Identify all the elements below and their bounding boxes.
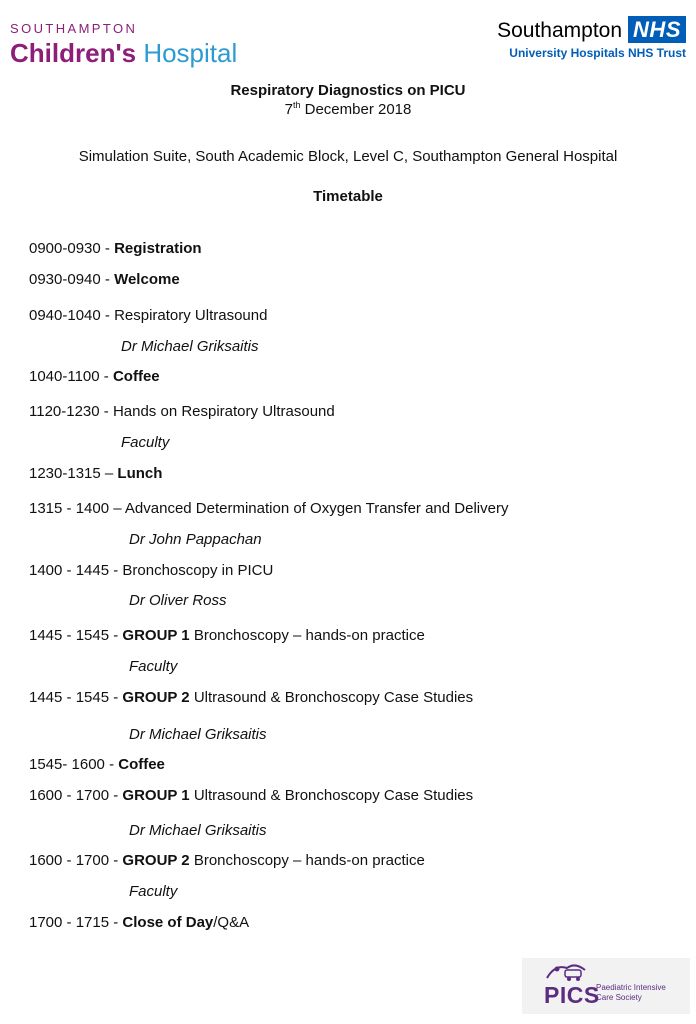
speaker: Dr John Pappachan <box>129 531 262 548</box>
timetable-row <box>29 239 202 259</box>
row-rest: Bronchoscopy – hands-on practice <box>189 627 425 644</box>
pics-logo <box>522 958 690 1014</box>
row-bold: GROUP 1 <box>122 627 190 644</box>
row-time: 1600 - 1700 - <box>29 852 123 869</box>
row-time: 1700 - 1715 - <box>29 914 123 931</box>
speaker: Faculty <box>121 434 170 451</box>
timetable-row <box>29 561 273 581</box>
speaker: Faculty <box>129 658 178 675</box>
row-time: 1120-1230 - Hands on Respiratory Ultrasound <box>29 403 335 420</box>
logo-childrens-hospital <box>10 38 250 68</box>
timetable-row <box>29 464 162 484</box>
venue: Simulation Suite, South Academic Block, Level C, Southampton General Hospital <box>78 148 618 165</box>
row-time: 1230-1315 – <box>29 465 118 482</box>
timetable-row <box>29 786 473 806</box>
timetable-row <box>29 626 425 646</box>
logo-southampton: Southampton <box>497 19 623 42</box>
timetable-row <box>29 755 165 775</box>
row-time: 1445 - 1545 - <box>29 627 123 644</box>
nhs-badge: NHS <box>628 16 686 43</box>
row-bold: Registration <box>114 240 202 257</box>
speaker: Faculty <box>129 883 178 900</box>
childrens-hospital-logo <box>10 22 250 68</box>
timetable-row <box>29 270 180 290</box>
timetable-heading: Timetable <box>313 188 383 205</box>
logo-hospital: Hospital <box>136 38 238 68</box>
row-bold: Close of Day <box>122 914 214 931</box>
row-time: 1315 - 1400 – Advanced Determination of Oxygen Transfer and Delivery <box>29 500 509 517</box>
row-rest: Ultrasound & Bronchoscopy Case Studies <box>189 689 474 706</box>
nhs-logo-row <box>497 16 686 43</box>
row-time: 0930-0940 - <box>29 271 115 288</box>
row-rest: Bronchoscopy – hands-on practice <box>189 852 425 869</box>
pics-emblem-icon <box>545 960 591 982</box>
row-bold: GROUP 2 <box>122 689 190 706</box>
speaker: Dr Oliver Ross <box>129 592 227 609</box>
date-suffix: th <box>292 100 301 110</box>
row-bold: Lunch <box>117 465 163 482</box>
row-rest: /Q&A <box>213 914 250 931</box>
row-bold: GROUP 2 <box>122 852 190 869</box>
nhs-trust-logo <box>497 16 686 60</box>
speaker: Dr Michael Griksaitis <box>129 822 267 839</box>
logo-childrens: Children's <box>10 38 137 68</box>
row-bold: Welcome <box>114 271 180 288</box>
row-time: 1600 - 1700 - <box>29 787 123 804</box>
row-time: 0940-1040 - Respiratory Ultrasound <box>29 307 268 324</box>
row-bold: Coffee <box>112 368 160 385</box>
row-bold: Coffee <box>118 756 165 773</box>
event-date <box>0 101 696 118</box>
timetable-row <box>29 306 267 326</box>
speaker: Dr Michael Griksaitis <box>129 726 267 743</box>
row-time: 1445 - 1545 - <box>29 689 123 706</box>
trust-name: University Hospitals NHS Trust <box>509 46 686 60</box>
date-day: 7 <box>284 101 293 118</box>
row-bold: GROUP 1 <box>122 787 190 804</box>
row-rest: Ultrasound & Bronchoscopy Case Studies <box>189 787 474 804</box>
row-time: 1400 - 1445 - Bronchoscopy in PICU <box>29 562 274 579</box>
pics-sub-line: Paediatric Intensive <box>596 983 666 992</box>
timetable-row <box>29 402 335 422</box>
pics-word: PICS <box>544 982 600 1008</box>
date-rest: December 2018 <box>300 101 412 118</box>
row-time: 0900-0930 - <box>29 240 115 257</box>
pics-subtitle <box>596 983 666 1003</box>
timetable-row <box>29 688 473 708</box>
timetable-row <box>29 367 160 387</box>
speaker: Dr Michael Griksaitis <box>121 338 259 355</box>
timetable-row <box>29 851 425 871</box>
page-title: Respiratory Diagnostics on PICU <box>230 82 466 99</box>
row-time: 1545- 1600 - <box>29 756 119 773</box>
logo-southampton-small: SOUTHAMPTON <box>10 21 138 36</box>
pics-sub-line: Care Society <box>596 993 642 1002</box>
timetable-row <box>29 499 508 519</box>
timetable-row <box>29 913 249 933</box>
row-time: 1040-1100 - <box>29 368 113 385</box>
